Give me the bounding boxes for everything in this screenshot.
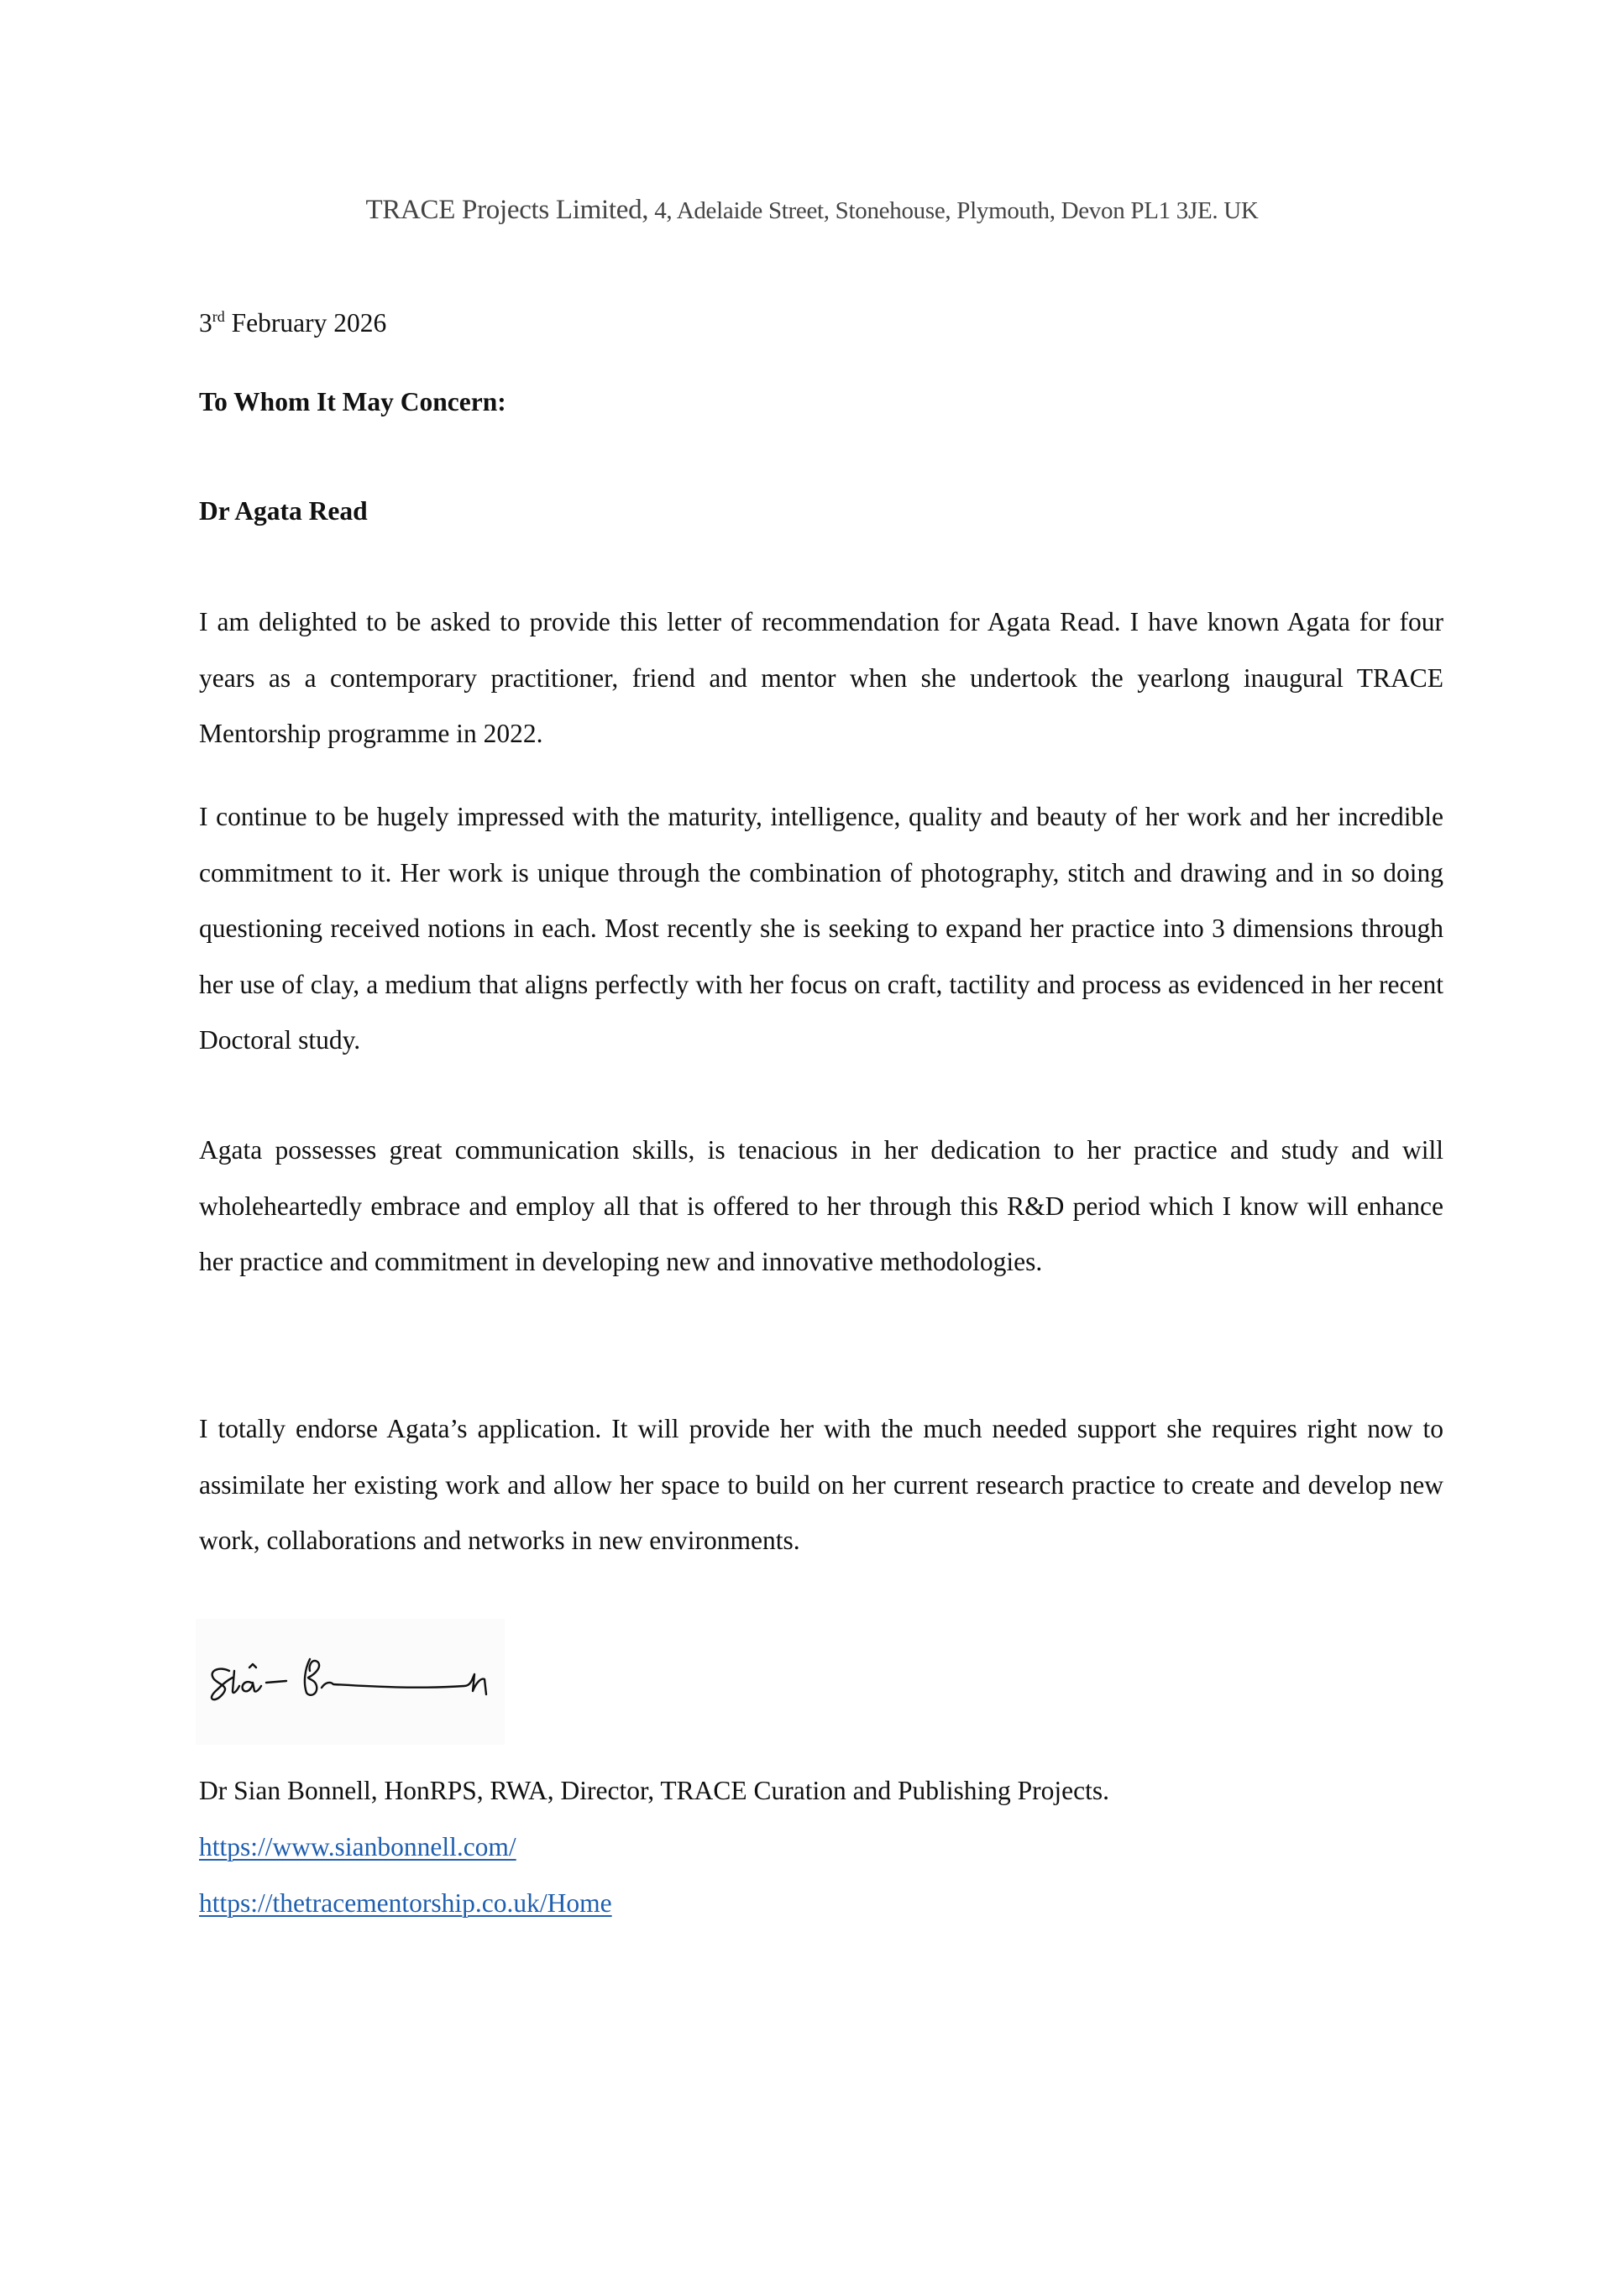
letterhead-company: TRACE Projects Limited, (365, 195, 649, 225)
paragraph-1: I am delighted to be asked to provide this letter of recommendation for Agata Read. I have known Agata for four years as a contemporary practitioner, friend and mentor when she undertook the yearlong inaugural TRACE Mentorship programme in 2022. (199, 607, 1443, 748)
date-rest: February 2026 (224, 308, 387, 338)
paragraph-3: Agata possesses great communication skills, is tenacious in her dedication to her practice and study and will wholeheartedly embrace and employ all that is offered to her through this R&D period which I know will enhance her practice and commitment in developing new and innovative methodologies. (199, 1135, 1443, 1276)
subject-name: Dr Agata Read (199, 496, 368, 526)
link-wrapper-1 (199, 1819, 1443, 1876)
letterhead-address: 4, Adelaide Street, Stonehouse, Plymouth, Devon PL1 3JE. UK (648, 197, 1259, 224)
signature-icon (196, 1619, 505, 1745)
letter-date (199, 296, 1443, 352)
date-suffix: rd (212, 308, 225, 325)
link-tracementorship[interactable]: https://thetracementorship.co.uk/Home (199, 1888, 612, 1918)
signoff-line: Dr Sian Bonnell, HonRPS, RWA, Director, TRACE Curation and Publishing Projects. (199, 1776, 1110, 1805)
letterhead (0, 195, 1624, 226)
salutation: To Whom It May Concern: (199, 387, 506, 416)
paragraph-2: I continue to be hugely impressed with the maturity, intelligence, quality and beauty of her work and her incredible commitment to it. Her work is unique through the combination of photography, stitch and drawing and in so doing questioning received notions in each. Most recently she is seeking to expand her practice into 3 dimensions through her use of clay, a medium that aligns perfectly with her focus on craft, tactility and process as evidenced in her recent Doctoral study. (199, 802, 1443, 1055)
link-wrapper-2 (199, 1876, 1443, 1932)
signature-image (196, 1619, 505, 1745)
date-day: 3 (199, 308, 212, 338)
paragraph-4: I totally endorse Agata’s application. It will provide her with the much needed support she requires right now to assimilate her existing work and allow her space to build on her current research practice to create and develop new work, collaborations and networks in new environments. (199, 1414, 1443, 1555)
link-sianbonnell[interactable]: https://www.sianbonnell.com/ (199, 1832, 516, 1861)
